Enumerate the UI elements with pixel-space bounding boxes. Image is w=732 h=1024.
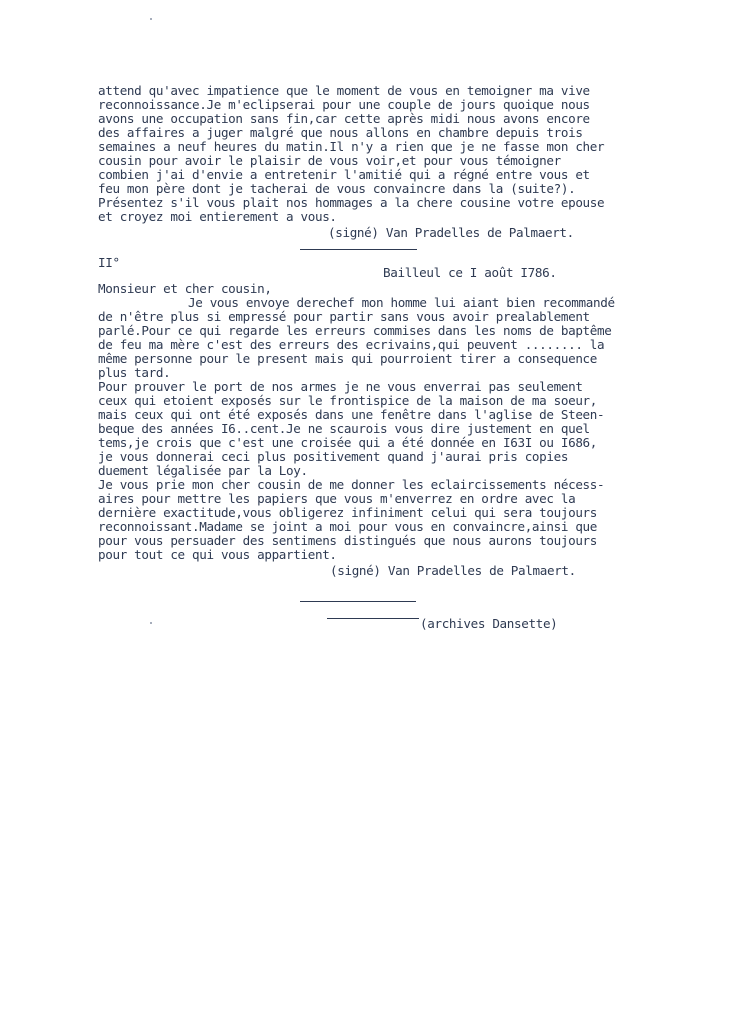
letter1-line: des affaires a juger malgré que nous allons en chambre depuis trois <box>98 125 583 140</box>
letter2-line: pour vous persuader des sentimens distingués que nous aurons toujours <box>98 533 598 548</box>
letter1-line: attend qu'avec impatience que le moment de vous en temoigner ma vive <box>98 83 590 98</box>
letter2-line: beque des années I6..cent.Je ne scaurois vous dire justement en quel <box>98 421 590 436</box>
letter1-line: cousin pour avoir le plaisir de vous voir,et pour vous témoigner <box>98 153 561 168</box>
letter2-line: ceux qui etoient exposés sur le frontispice de la maison de ma soeur, <box>98 393 598 408</box>
letter2-line: mais ceux qui ont été exposés dans une fenêtre dans l'aglise de Steen- <box>98 407 605 422</box>
letter2-line: de feu ma mère c'est des erreurs des ecrivains,qui peuvent ........ la <box>98 337 605 352</box>
letter2-line: même personne pour le present mais qui pourroient tirer a consequence <box>98 351 598 366</box>
letter2-line: de n'être plus si empressé pour partir sans vous avoir prealablement <box>98 309 590 324</box>
letter2-line: parlé.Pour ce qui regarde les erreurs commises dans les noms de baptême <box>98 323 612 338</box>
letter2-line: je vous donnerai ceci plus positivement quand j'aurai pris copies <box>98 449 569 464</box>
letter2-line: pour tout ce qui vous appartient. <box>98 547 337 562</box>
letter2-line: aires pour mettre les papiers que vous m'enverrez en ordre avec la <box>98 491 576 506</box>
letter2-line: Je vous envoye derechef mon homme lui aiant bien recommandé <box>188 295 615 310</box>
scan-speck <box>150 622 152 624</box>
letter2-line: dernière exactitude,vous obligerez infiniment celui qui sera toujours <box>98 505 598 520</box>
letter2-date: Bailleul ce I août I786. <box>383 265 557 280</box>
letter1-line: semaines a neuf heures du matin.Il n'y a rien que je ne fasse mon cher <box>98 139 605 154</box>
letter1-line: feu mon père dont je tacherai de vous convaincre dans la (suite?). <box>98 181 576 196</box>
letter1-line: Présentez s'il vous plait nos hommages a la chere cousine votre epouse <box>98 195 605 210</box>
scan-speck <box>150 18 152 20</box>
letter2-signature: (signé) Van Pradelles de Palmaert. <box>330 563 576 578</box>
letter1-line: combien j'ai d'envie a entretenir l'amitié qui a régné entre vous et <box>98 167 590 182</box>
source-citation: (archives Dansette) <box>420 616 558 631</box>
letter2-line: Pour prouver le port de nos armes je ne vous enverrai pas seulement <box>98 379 583 394</box>
letter2-salutation: Monsieur et cher cousin, <box>98 281 272 296</box>
source-rule <box>327 618 419 619</box>
letter2-line: duement légalisée par la Loy. <box>98 463 308 478</box>
letter1-line: et croyez moi entierement a vous. <box>98 209 337 224</box>
letter1-line: reconnoissance.Je m'eclipserai pour une couple de jours quoique nous <box>98 97 590 112</box>
letter1-signature: (signé) Van Pradelles de Palmaert. <box>328 225 574 240</box>
letter2-line: plus tard. <box>98 365 171 380</box>
letter2-line: tems,je crois que c'est une croisée qui a été donnée en I63I ou I686, <box>98 435 598 450</box>
letter1-line: avons une occupation sans fin,car cette après midi nous avons encore <box>98 111 590 126</box>
letter2-number: II° <box>98 255 120 270</box>
separator-rule <box>300 601 416 602</box>
letter2-line: Je vous prie mon cher cousin de me donner les eclaircissements nécess- <box>98 477 605 492</box>
letter2-line: reconnoissant.Madame se joint a moi pour vous en convaincre,ainsi que <box>98 519 598 534</box>
separator-rule <box>300 249 417 250</box>
